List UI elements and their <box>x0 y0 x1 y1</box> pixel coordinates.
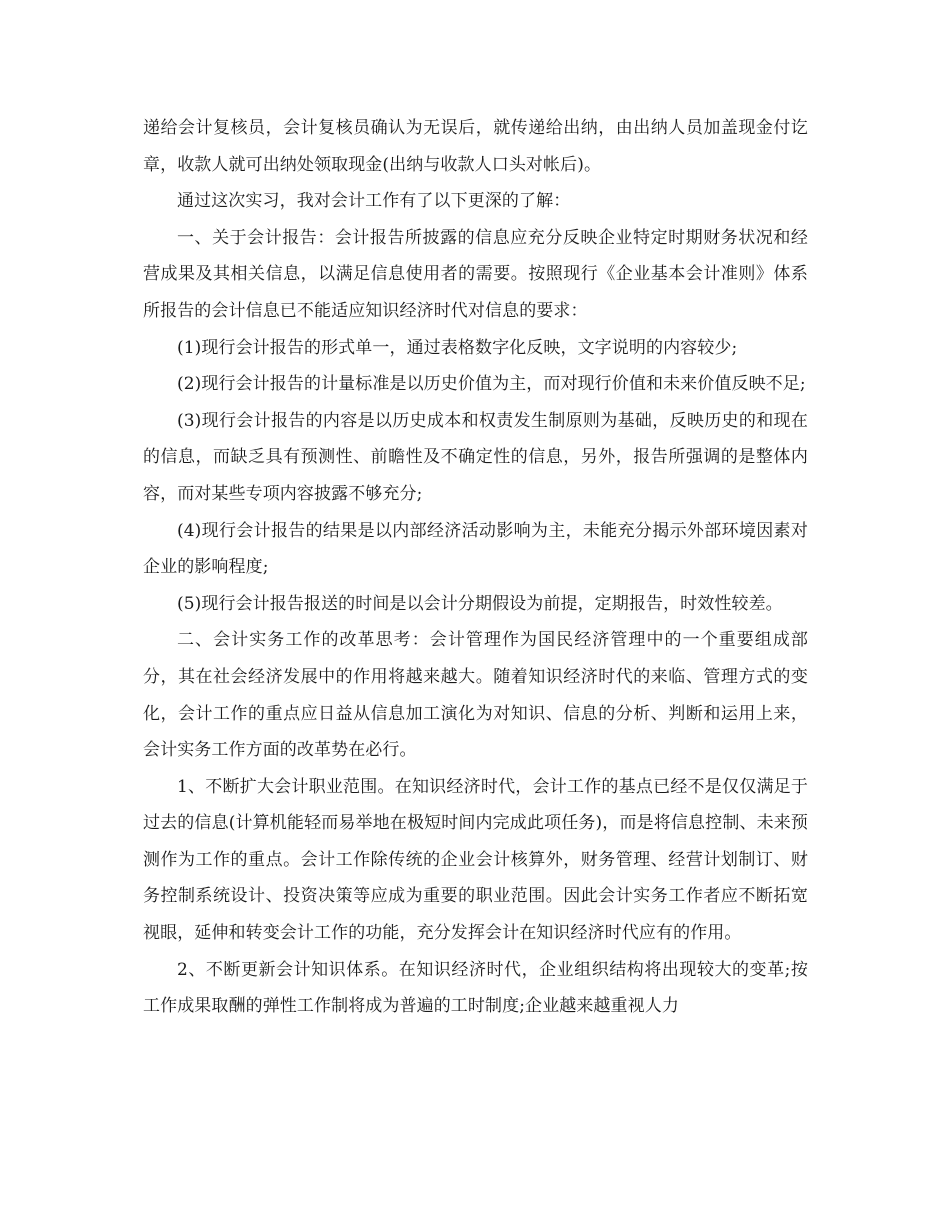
paragraph-section-one: 一、关于会计报告：会计报告所披露的信息应充分反映企业特定时期财务状况和经营成果及其相关信息，以满足信息使用者的需要。按照现行《企业基本会计准则》体系所报告的会计信息已不能适应知识经济时代对信息的要求： <box>143 227 808 321</box>
paragraph-item-3: (3)现行会计报告的内容是以历史成本和权责发生制原则为基础，反映历史的和现在的信息，而缺乏具有预测性、前瞻性及不确定性的信息，另外，报告所强调的是整体内容，而对某些专项内容披露不够充分; <box>143 410 808 504</box>
paragraph-item-2: (2)现行会计报告的计量标准是以历史价值为主，而对现行价值和未来价值反映不足; <box>177 374 806 395</box>
document-body <box>143 110 808 1025</box>
paragraph-point-1: 1、不断扩大会计职业范围。在知识经济时代，会计工作的基点已经不是仅仅满足于过去的信息(计算机能轻而易举地在极短时间内完成此项任务)，而是将信息控制、未来预测作为工作的重点。会计工作除传统的企业会计核算外，财务管理、经营计划制订、财务控制系统设计、投资决策等应成为重要的职业范围。因此会计实务工作者应不断拓宽视眼，延伸和转变会计工作的功能，充分发挥会计在知识经济时代应有的作用。 <box>143 776 808 944</box>
paragraph-continued: 递给会计复核员，会计复核员确认为无误后，就传递给出纳，由出纳人员加盖现金付讫章，收款人就可出纳处领取现金(出纳与收款人口头对帐后)。 <box>143 118 808 175</box>
paragraph-item-5: (5)现行会计报告报送的时间是以会计分期假设为前提，定期报告，时效性较差。 <box>177 593 783 614</box>
paragraph-item-1: (1)现行会计报告的形式单一，通过表格数字化反映，文字说明的内容较少; <box>177 337 738 358</box>
paragraph-point-2: 2、不断更新会计知识体系。在知识经济时代，企业组织结构将出现较大的变革;按工作成果取酬的弹性工作制将成为普遍的工时制度;企业越来越重视人力 <box>143 959 808 1017</box>
paragraph-section-two: 二、会计实务工作的改革思考：会计管理作为国民经济管理中的一个重要组成部分，其在社会经济发展中的作用将越来越大。随着知识经济时代的来临、管理方式的变化，会计工作的重点应日益从信息加工演化为对知识、信息的分析、判断和运用上来，会计实务工作方面的改革势在必行。 <box>143 630 808 761</box>
paragraph-intro: 通过这次实习，我对会计工作有了以下更深的了解： <box>177 191 571 212</box>
paragraph-item-4: (4)现行会计报告的结果是以内部经济活动影响为主，未能充分揭示外部环境因素对企业的影响程度; <box>143 520 808 578</box>
